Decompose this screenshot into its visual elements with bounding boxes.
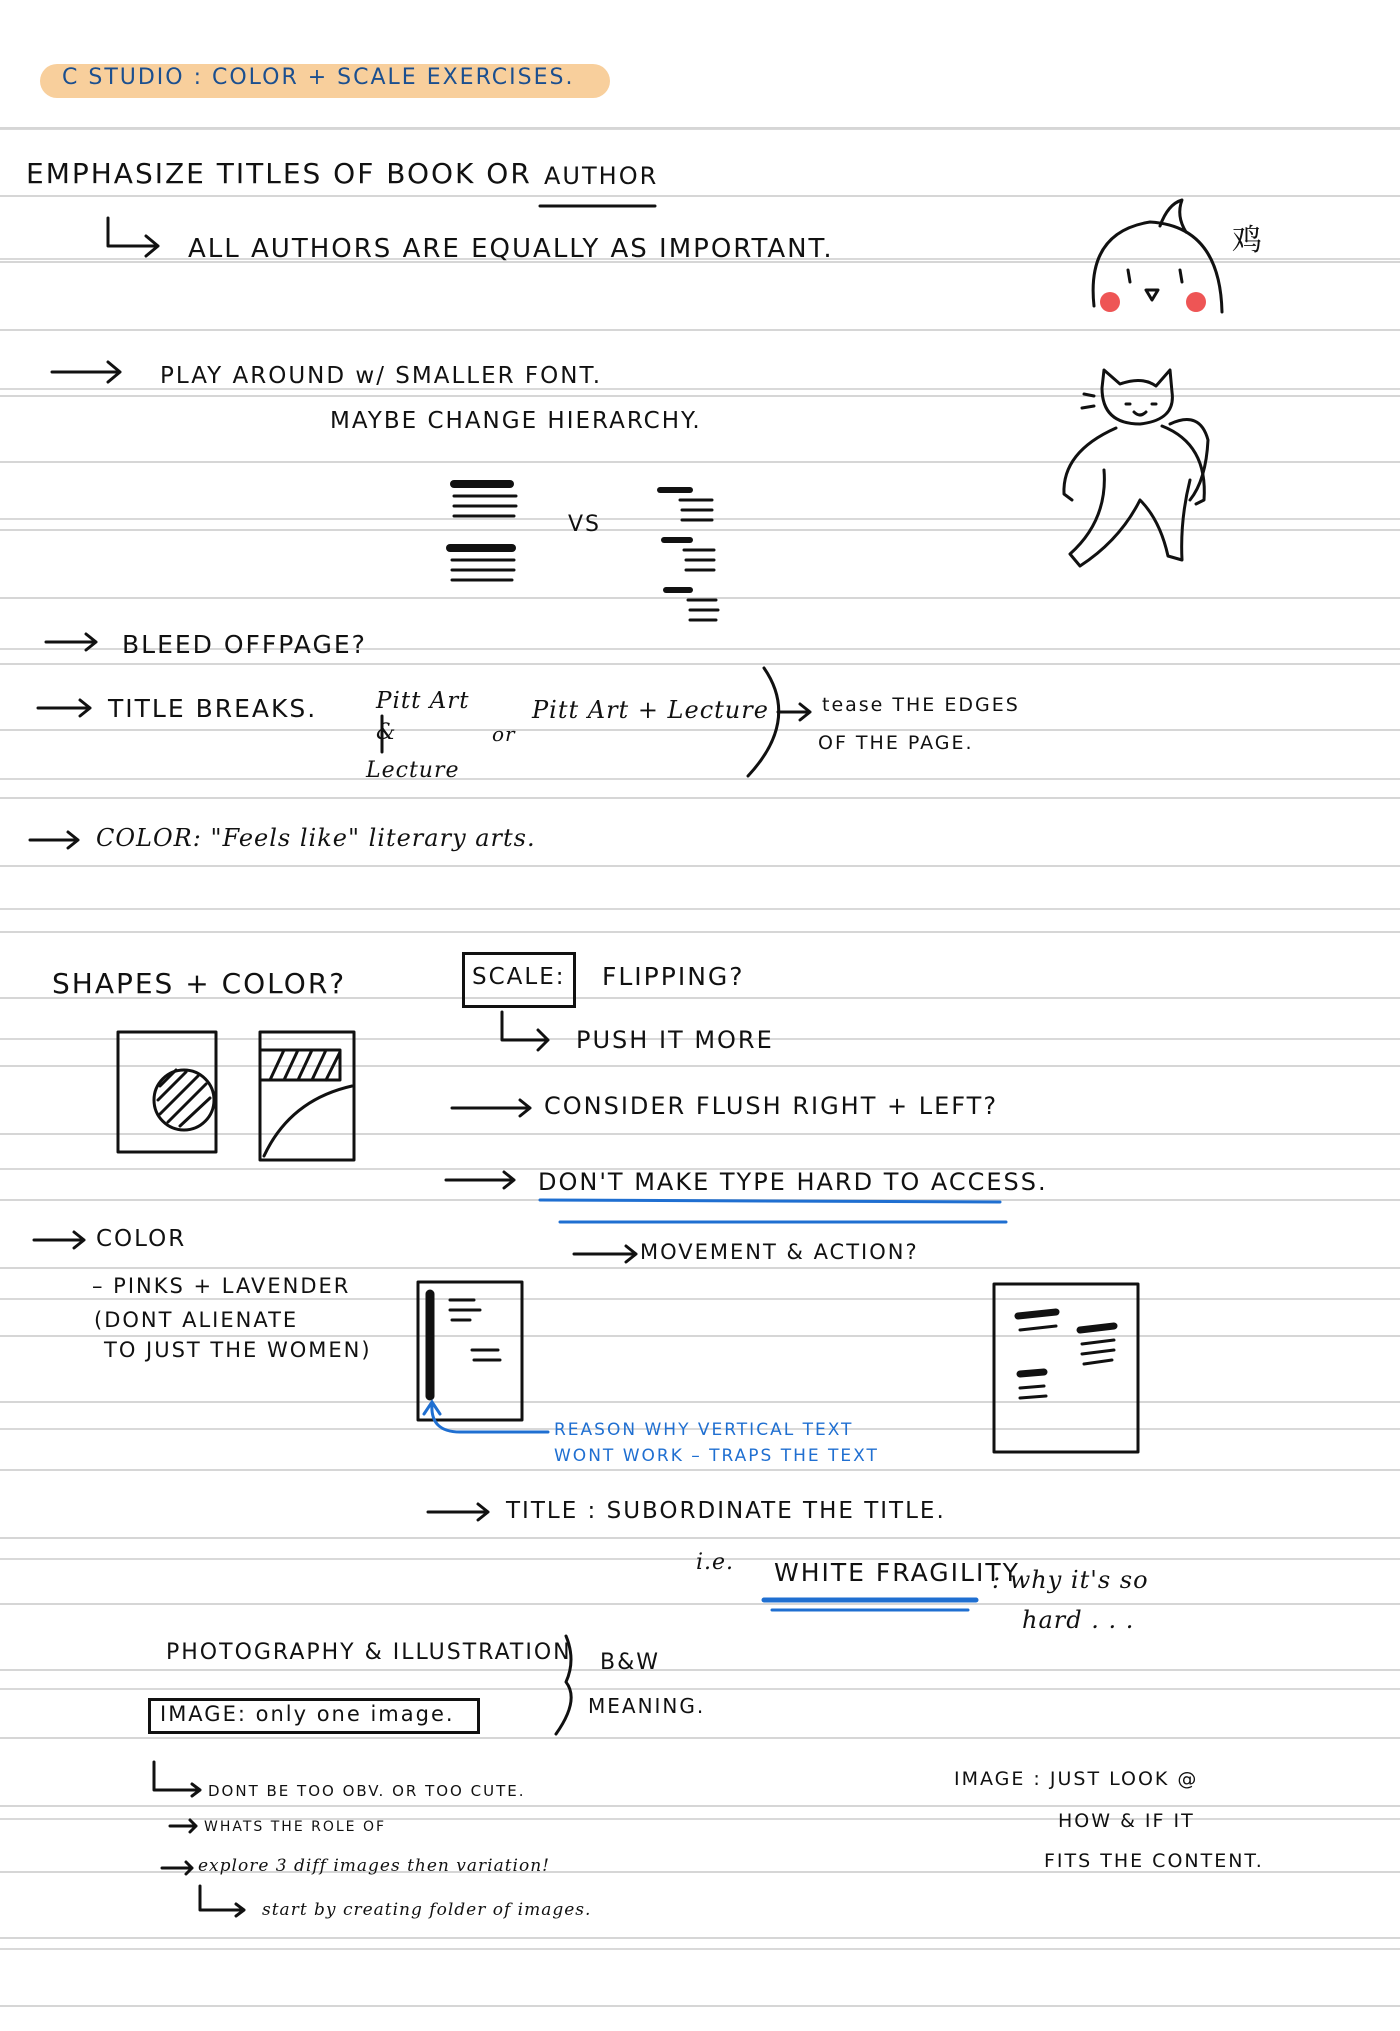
title-breaks-note: TITLE BREAKS. [108,694,318,723]
arrow-whats-role [170,1820,196,1832]
bracket-paren [748,668,779,776]
or-label: or [492,722,516,746]
hook-arrow-start [200,1886,244,1916]
image-look-note-2: HOW & IF IT [1058,1810,1195,1832]
arrow-color [34,1232,84,1248]
meaning-label: MEANING. [588,1694,706,1718]
color-heading: COLOR [96,1226,187,1252]
consider-note: CONSIDER FLUSH RIGHT + LEFT? [544,1092,999,1120]
reason-note-2: WONT WORK – TRAPS THE TEXT [554,1446,879,1466]
color-feels-note: COLOR: "Feels like" literary arts. [96,824,536,852]
scale-label: SCALE: [472,964,566,990]
image-look-note-1: IMAGE : JUST LOOK @ [954,1768,1199,1790]
cat-doodle [1064,370,1208,566]
edges-note-1: tease THE EDGES [822,694,1020,716]
emphasize-heading: EMPHASIZE TITLES OF BOOK OR [26,157,532,190]
page-title: C STUDIO : COLOR + SCALE EXERCISES. [62,65,575,90]
title-subordinate-note: TITLE : SUBORDINATE THE TITLE. [506,1498,946,1524]
arrow-play [52,362,120,382]
pinks-note: – PINKS + LAVENDER [92,1274,351,1298]
why-hard-note-1: : why it's so [992,1566,1149,1594]
shapes-color-heading: SHAPES + COLOR? [52,967,347,1000]
pitt-art-lecture-label: Pitt Art + Lecture [532,696,769,724]
hook-arrow-1 [108,218,158,256]
image-only-label: IMAGE: only one image. [160,1702,455,1726]
dont-make-underline-1 [540,1200,1000,1202]
flipping-note: FLIPPING? [602,962,745,991]
alienate-note: (DONT ALIENATE [94,1308,299,1332]
ampersand-label: & [376,720,397,745]
vs-label: VS [568,512,602,537]
shape-sketch-circle [118,1032,216,1152]
ie-label: i.e. [696,1550,735,1575]
why-hard-note-2: hard . . . [1022,1606,1135,1634]
image-look-note-3: FITS THE CONTENT. [1044,1850,1264,1872]
chicken-cheek-right [1186,292,1206,312]
hook-arrow-dont-be [154,1762,200,1796]
shape-sketch-stripe [260,1032,354,1160]
to-just-women-note: TO JUST THE WOMEN) [104,1338,372,1362]
bleed-note: BLEED OFFPAGE? [122,630,367,659]
lecture-label: Lecture [366,758,460,783]
whats-role-note: WHATS THE ROLE OF [204,1819,387,1835]
arrow-edges [778,704,810,720]
layout-sketch-a [450,484,516,580]
push-note: PUSH IT MORE [576,1026,774,1054]
layout-sketch-stacked [994,1284,1138,1452]
hierarchy-note: MAYBE CHANGE HIERARCHY. [330,408,702,434]
movement-note: MOVEMENT & ACTION? [640,1240,919,1264]
bw-label: B&W [600,1650,661,1675]
arrow-explore [162,1862,192,1874]
equal-authors-note: ALL AUTHORS ARE EQUALLY AS IMPORTANT. [188,234,834,264]
author-word: AUTHOR [544,162,659,190]
dont-make-note: DON'T MAKE TYPE HARD TO ACCESS. [538,1168,1048,1196]
dont-be-obvious-note: DONT BE TOO OBV. OR TOO CUTE. [208,1782,526,1800]
chicken-cheek-left [1100,292,1120,312]
edges-note-2: OF THE PAGE. [818,732,974,754]
photo-bracket [556,1636,571,1734]
arrow-dont-make [446,1172,514,1188]
arrow-title-breaks [38,700,90,716]
explore-note: explore 3 diff images then variation! [198,1856,550,1876]
photo-illustration-note: PHOTOGRAPHY & ILLUSTRATION [166,1640,572,1665]
chicken-character: 鸡 [1232,223,1264,258]
hook-arrow-push [502,1012,548,1050]
arrow-bleed [46,634,96,650]
layout-sketch-b [660,490,718,620]
white-fragility-label: WHITE FRAGILITY [774,1558,1020,1587]
reason-note-1: REASON WHY VERTICAL TEXT [554,1420,854,1440]
play-around-note: PLAY AROUND w/ SMALLER FONT. [160,363,603,389]
pitt-art-label: Pitt Art [376,688,470,714]
layout-sketch-vertical [418,1282,522,1420]
vertical-text-callout-arrow [424,1402,548,1432]
start-by-note: start by creating folder of images. [262,1900,592,1920]
arrow-title-sub [428,1504,488,1520]
arrow-movement [574,1246,636,1262]
arrow-consider [452,1100,530,1116]
arrow-color-feels [30,832,78,848]
